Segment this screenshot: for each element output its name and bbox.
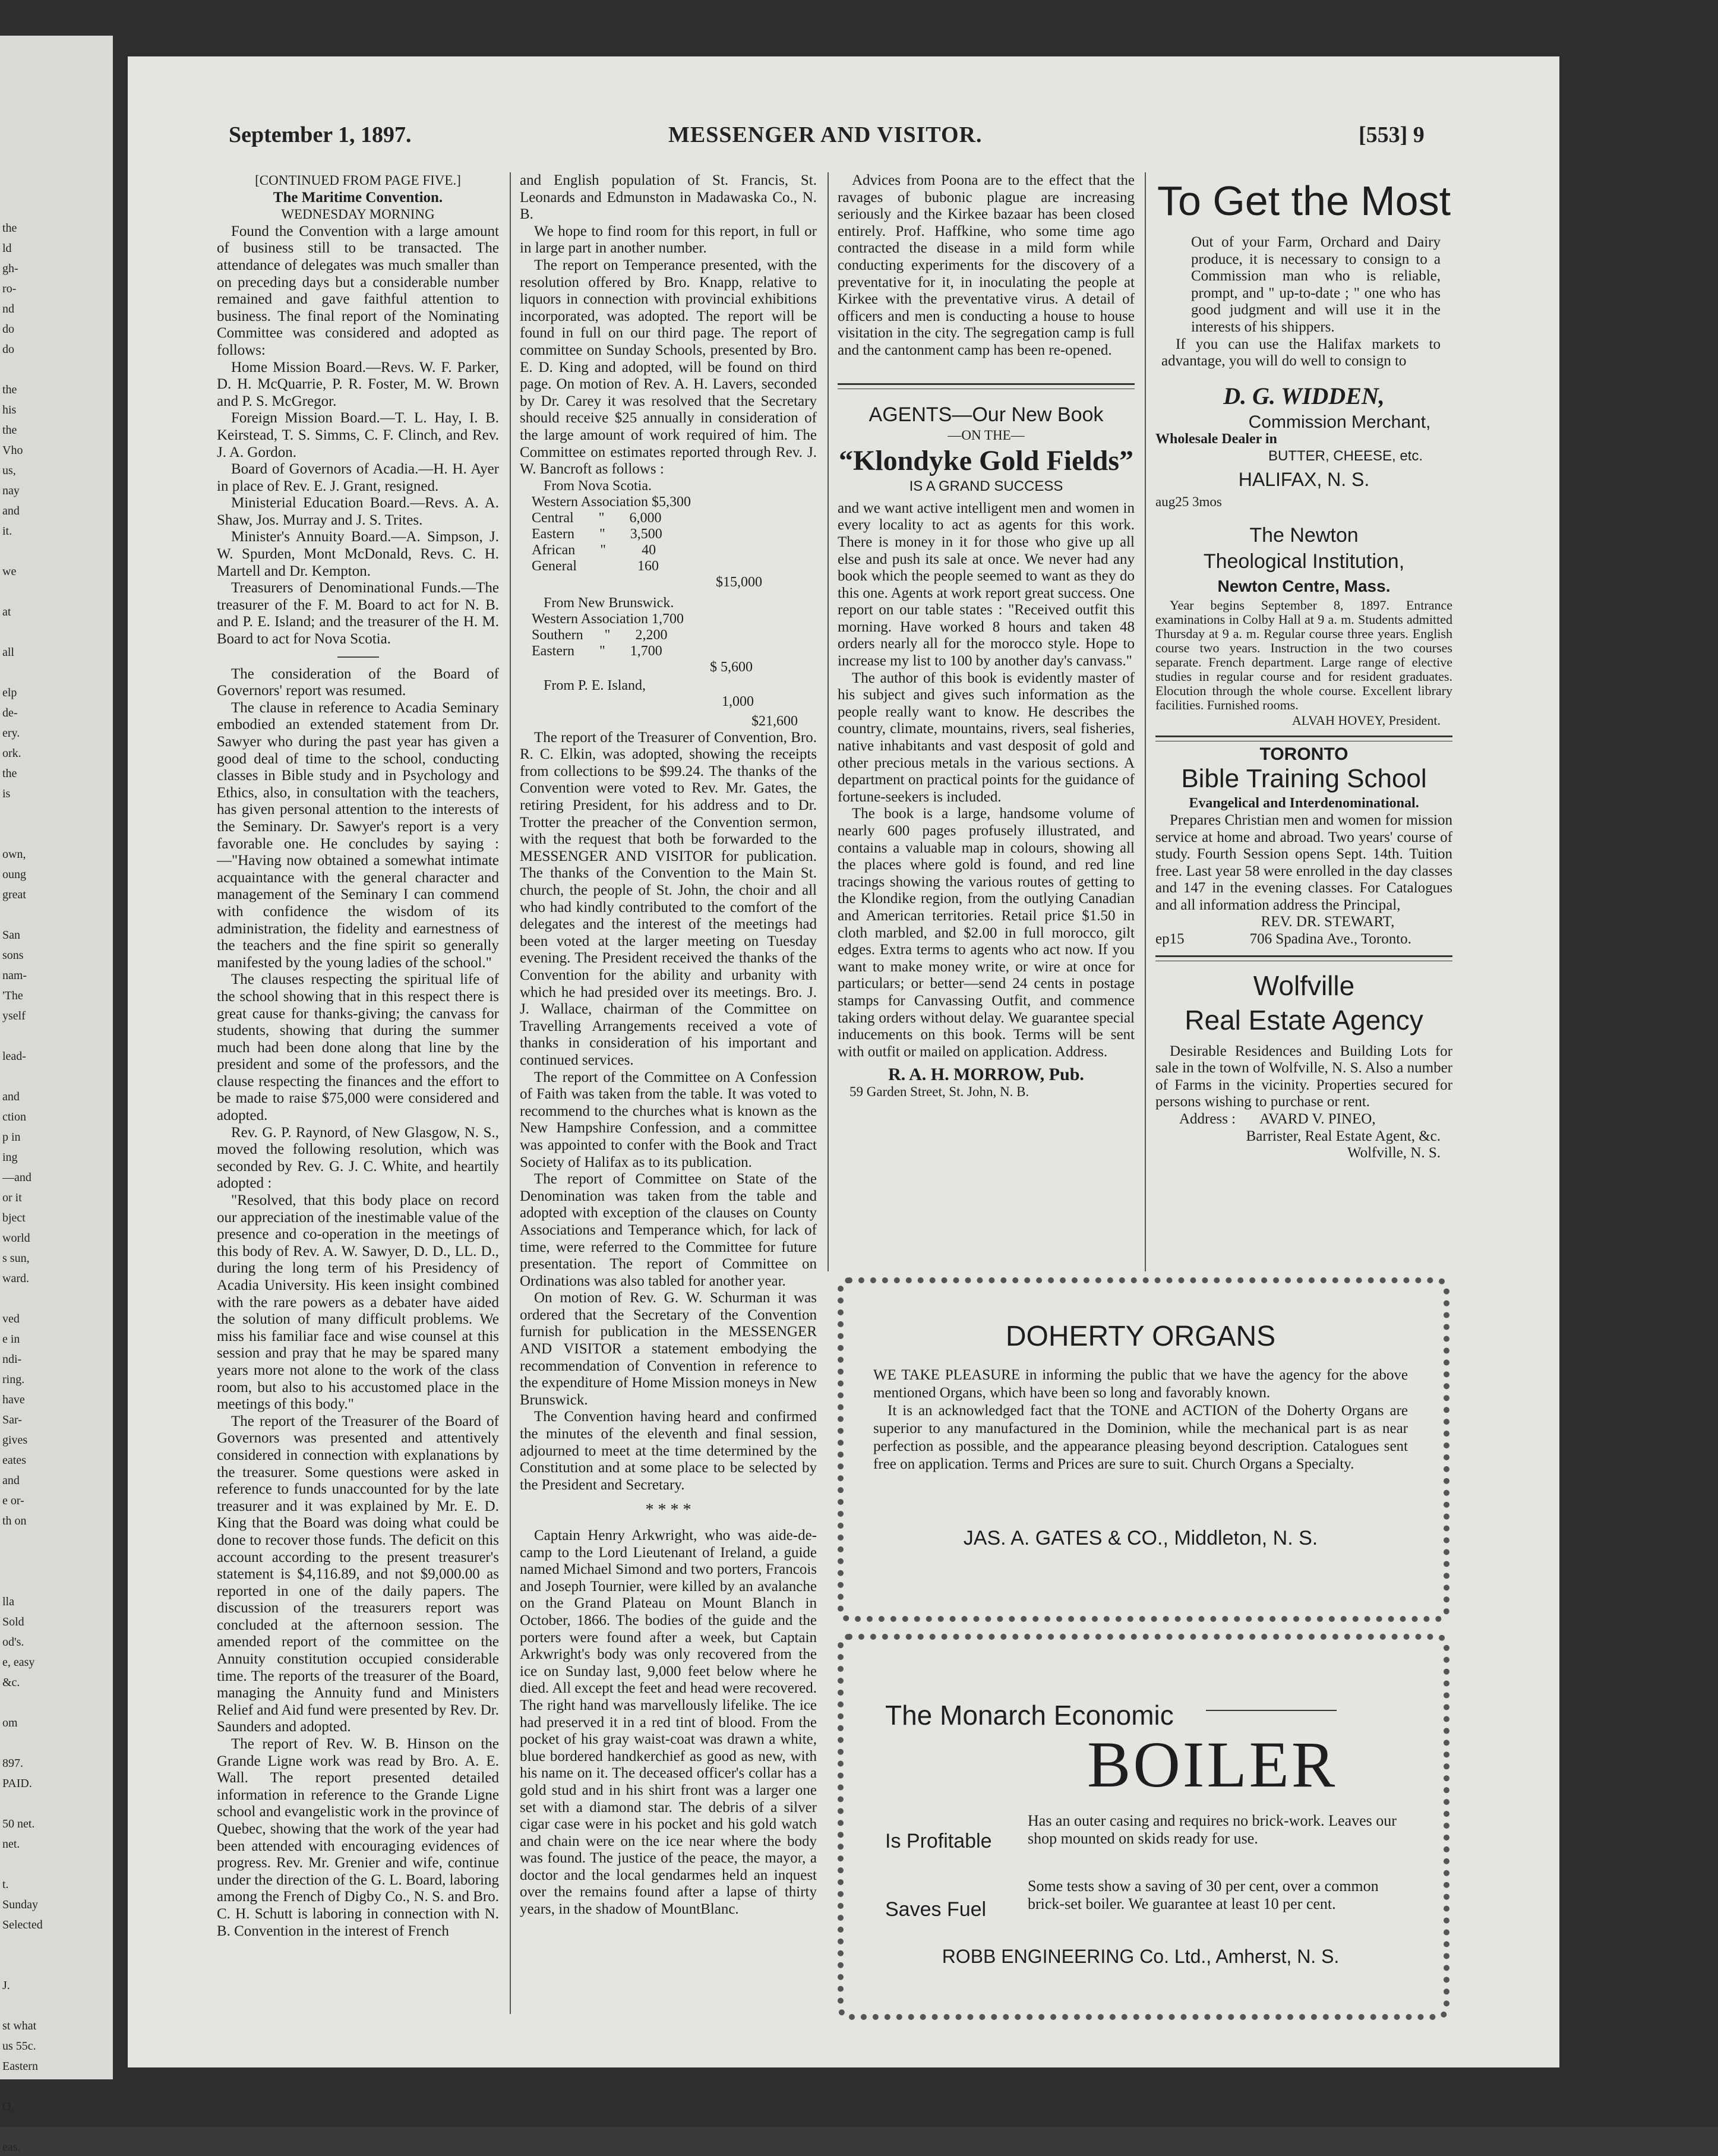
doherty-title: DOHERTY ORGANS xyxy=(1005,1321,1276,1352)
previous-page-fragment: eas. xyxy=(2,2141,21,2154)
estimates-label: From New Brunswick. xyxy=(544,595,674,611)
bts-address: 706 Spadina Ave., Toronto. xyxy=(1249,931,1411,948)
previous-page-fragment: elp xyxy=(2,686,17,699)
boiler-line-2: BOILER xyxy=(1087,1728,1338,1801)
column-rule xyxy=(828,172,829,1271)
previous-page-fragment: it. xyxy=(2,525,12,538)
column-3 xyxy=(838,172,1135,1277)
estimates-grand-total: $21,600 xyxy=(751,713,798,729)
paragraph: and English population of St. Francis, St. Leonards and Edmunston in Madawaska Co., N. B. xyxy=(520,172,817,223)
wolfville-title: Real Estate Agency xyxy=(1185,1004,1423,1036)
wolfville-title: Wolfville xyxy=(1253,970,1355,1001)
paragraph: The report of the Treasurer of the Board of Governors was presented and attentively considered in connection with explanations by the treasurer. Some questions were asked in reference to funds unaccounted for by the late treasurer and it was explained by Mr. E. D. King that the Board was doing what could be done to recover those funds. The deficit on this account according to the present treasurer's statement is $4,116.89, and not $9,000.00 as reported in one of the daily papers. The discussion of the treasurers report was concluded at the afternoon session. The amended report of the committee on the Annuity constitution occupied considerable time. The reports of the treasurer of the Board, managing the Annuity fund and Ministers Relief and Aid fund were presented by Rev. Dr. Saunders and adopted. xyxy=(217,1413,499,1735)
article-heading: The Maritime Convention. xyxy=(273,189,443,206)
previous-page-fragment: ld xyxy=(2,242,12,255)
column-1 xyxy=(217,172,499,2044)
newton-president: ALVAH HOVEY, President. xyxy=(1291,713,1441,728)
bts-title: Bible Training School xyxy=(1181,764,1427,794)
wolfville-agent: AVARD V. PINEO, xyxy=(1259,1111,1376,1128)
previous-page-fragment: 50 net. xyxy=(2,1817,35,1830)
previous-page-fragment: us, xyxy=(2,464,16,477)
previous-page-fragment: or it xyxy=(2,1191,22,1204)
paragraph: It is an acknowledged fact that the TONE and ACTION of the Doherty Organs are superior to any manufactured in the Dominion, while the mechanical part is as near perfection as possible, and the appearance pleasing beyond description. Catalogues sent free on application. Terms and Prices are sure to suit. Church Organs a Specialty. xyxy=(873,1403,1408,1472)
paragraph: Foreign Mission Board.—T. L. Hay, I. B. Keirstead, T. S. Simms, C. F. Clinch, and Rev. J. A. Gordon. xyxy=(217,410,499,460)
previous-page-fragment: t. xyxy=(2,1878,9,1891)
paragraph: The report of the Committee on A Confession of Faith was taken from the table. It was voted to recommend to the churches what is known as the New Hampshire Confession, and a committee was appointed to confer with the Book and Tract Society of Halifax as to its publication. xyxy=(520,1069,817,1170)
estimates-table xyxy=(520,478,817,730)
divider xyxy=(1155,955,1452,961)
bts-city: TORONTO xyxy=(1259,744,1348,764)
estimates-total: 1,000 xyxy=(722,693,754,709)
header-title: MESSENGER AND VISITOR. xyxy=(668,122,983,147)
paragraph: Home Mission Board.—Revs. W. F. Parker, D. H. McQuarrie, P. R. Foster, M. W. Brown and P. S. McGregor. xyxy=(217,359,499,409)
previous-page-fragment: O, xyxy=(2,2100,14,2113)
paragraph: The report of the Treasurer of Convention, Bro. R. C. Elkin, was adopted, showing the receipts from collections to be $99.24. The thanks of the Convention were voted to Rev. Mr. Gates, the retiring President, for his address and to Dr. Trotter the preacher of the Convention sermon, with the request that both be forwarded to the MESSENGER AND VISITOR for publication. The thanks of the Convention to the Main St. church, the people of St. John, the choir and all who had kindly contributed to the comfort of the delegates and the interest of the meetings had been voted at the larger meeting on Tuesday evening. The President received the thanks of the Convention for the ability and urbanity with which he had presided over its meetings. Bro. J. J. Wallace, chairman of the Committee on Travelling Arrangements received a vote of thanks in consideration of his important and continued services. xyxy=(520,729,817,1068)
flourish xyxy=(1206,1710,1337,1711)
agents-title: AGENTS—Our New Book xyxy=(869,403,1104,426)
column-2 xyxy=(520,172,817,2044)
column-rule xyxy=(510,172,511,2014)
profitable-label: Is Profitable xyxy=(885,1830,992,1852)
article-subheading: WEDNESDAY MORNING xyxy=(281,207,435,222)
previous-page-fragment: yself xyxy=(2,1009,26,1022)
previous-page-fragment: ction xyxy=(2,1110,26,1123)
paragraph: On motion of Rev. G. W. Schurman it was ordered that the Secretary of the Convention furnish for publication in the MESSENGER AND VISITOR a statement embodying the recommendation of Convention in reference to the expenditure of Home Mission moneys in New Brunswick. xyxy=(520,1290,817,1408)
previous-page-fragment: e, easy xyxy=(2,1656,35,1669)
newton-title: Theological Institution, xyxy=(1203,550,1405,573)
previous-page-fragment: the xyxy=(2,767,17,780)
previous-page-fragment: ing xyxy=(2,1151,18,1164)
book-title: “Klondyke Gold Fields” xyxy=(838,445,1134,477)
previous-page-fragment: Sunday xyxy=(2,1898,38,1911)
bts-address-line xyxy=(1155,931,1452,948)
divider xyxy=(337,656,379,658)
previous-page-fragment: at xyxy=(2,605,11,618)
profitable-text: Has an outer casing and requires no brick-work. Leaves our shop mounted on skids ready for use. xyxy=(1028,1812,1397,1847)
previous-page-fragment: ndi- xyxy=(2,1353,22,1366)
doherty-firm: JAS. A. GATES & CO., Middleton, N. S. xyxy=(963,1527,1318,1549)
previous-page-fragment: nam- xyxy=(2,969,27,982)
previous-page-fragment: ro- xyxy=(2,282,17,295)
previous-page-fragment: eates xyxy=(2,1454,26,1467)
previous-page-fragment: is xyxy=(2,787,11,800)
previous-page-fragment: world xyxy=(2,1232,30,1245)
widden-city: HALIFAX, N. S. xyxy=(1238,468,1370,490)
previous-page-fragment: net. xyxy=(2,1838,20,1851)
previous-page-fragment: the xyxy=(2,222,17,235)
paragraph: Board of Governors of Acadia.—H. H. Ayer in place of Rev. E. J. Grant, resigned. xyxy=(217,461,499,494)
paragraph: The book is a large, handsome volume of nearly 600 pages profusely illustrated, and contains a valuable map in colours, showing all the places where gold is found, and red line tracings showing the various routes of getting to the Klondike region, from the outlying Canadian and American territories. Retail price $1.50 in cloth marbled, and $2.00 in full morocco, gilt edges. Extra terms to agents who act now. If you want to make money write, or wire at once for particulars; or better—send 24 cents in postage stamps for Canvassing Outfit, and commence taking orders without delay. We guarantee special inducements on this book. Terms will be sent with outfit or mailed on application. Address. xyxy=(838,806,1135,1060)
doherty-text xyxy=(873,1366,1408,1473)
estimates-label: From P. E. Island, xyxy=(544,677,646,693)
previous-page-fragment: th on xyxy=(2,1514,27,1527)
previous-page-fragment: oung xyxy=(2,868,26,881)
book-success: IS A GRAND SUCCESS xyxy=(909,478,1063,495)
paragraph: The report on Temperance presented, with the resolution offered by Bro. Knapp, relative to liquors in connection with provincial exhibitions incorporated, was adopted. The report will be found in full on our third page. The report of committee on Sunday Schools, presented by Bro. E. D. King and adopted, will be found on third page. On motion of Rev. A. H. Lavers, seconded by Dr. Carey it was resolved that the Secretary should receive $25 annually in consideration of the large amount of work required of him. The Committee on estimates reported through Rev. J. W. Bancroft as follows : xyxy=(520,257,817,478)
previous-page-fragment: om xyxy=(2,1716,18,1729)
divider xyxy=(1155,735,1452,741)
estimates-row: Eastern " 3,500 xyxy=(532,526,662,542)
paragraph: Treasurers of Denominational Funds.—The treasurer of the F. M. Board to act for N. B. and P. E. Island; and the treasurer of the H. M. Board to act for Nova Scotia. xyxy=(217,580,499,648)
paragraph: The clauses respecting the spiritual life of the school showing that in this respect there is great cause for thanks-giving; the canvass for students, showing that during the summer much had been done along that line by the president and some of the professors, and the clause respecting the finances and the effort to be made to raise $75,000 were considered and adopted. xyxy=(217,971,499,1124)
paragraph: We hope to find room for this report, in full or in large part in another number. xyxy=(520,223,817,257)
divider xyxy=(838,383,1135,389)
previous-page-fragment: have xyxy=(2,1393,25,1406)
section-stars: * * * * xyxy=(645,1501,691,1520)
agents-on-the: —ON THE— xyxy=(948,427,1025,443)
paragraph: The report of Committee on State of the Denomination was taken from the table and adopted with exception of the clauses on County Associations and Temperance which, for lack of time, were referred to the Committee for future presentation. The report of Committee on Ordinations was also tabled for another year. xyxy=(520,1171,817,1289)
paragraph: If you can use the Halifax markets to advantage, you will do well to consign to xyxy=(1161,336,1441,370)
paragraph: WE TAKE PLEASURE in informing the public that we have the agency for the above mentioned Organs, which have been so long and favorably known. xyxy=(873,1367,1408,1401)
wolfville-address-label: Address : xyxy=(1179,1111,1236,1128)
previous-page-fragment: bject xyxy=(2,1211,26,1224)
paragraph: Advices from Poona are to the effect that the ravages of bubonic plague are increasing seriously and the Kirkee bazaar has been closed entirely. Prof. Haffkine, who some time ago contracted the disease in a mild form while conducting experiments for the discovery of a preventative for it, in inoculating the people at Kirkee with the preventative virus. A detail of officers and men is conducting a house to house visitation in the city. The segregation camp is full and the cantonment camp has been re-opened. xyxy=(838,172,1135,358)
paragraph: Out of your Farm, Orchard and Dairy produce, it is necessary to consign to a Commission man who is reliable, prompt, and " up-to-date ; " one who has good judgment and will use it in the interests of his shippers. xyxy=(1191,234,1441,335)
wolfville-city: Wolfville, N. S. xyxy=(1347,1145,1441,1161)
previous-page-fragment: nay xyxy=(2,484,20,497)
paragraph: The Convention having heard and confirmed the minutes of the eleventh and final session, adjourned to meet at the time determined by the Constitution and at some place to be selected by the President and Secretary. xyxy=(520,1409,817,1493)
paragraph: Ministerial Education Board.—Revs. A. A. Shaw, Jos. Murray and J. S. Trites. xyxy=(217,495,499,528)
wolfville-address-line xyxy=(1155,1111,1452,1128)
page-header xyxy=(128,56,1559,146)
previous-page-fragment: sons xyxy=(2,949,24,962)
previous-page-fragment: st what xyxy=(2,2019,37,2032)
widden-goods: BUTTER, CHEESE, etc. xyxy=(1268,447,1423,464)
previous-page-fragment: own, xyxy=(2,848,26,861)
estimates-row: Eastern " 1,700 xyxy=(532,643,662,659)
previous-page-fragment: ery. xyxy=(2,727,20,740)
previous-page-fragment: de- xyxy=(2,706,18,719)
previous-page-fragment: gives xyxy=(2,1434,28,1447)
previous-page-fragment: lla xyxy=(2,1595,14,1608)
previous-page-fragment: PAID. xyxy=(2,1777,32,1790)
widden-title: Commission Merchant, xyxy=(1248,412,1431,432)
previous-page-edge xyxy=(0,36,113,2154)
previous-page-fragment: ork. xyxy=(2,747,21,760)
previous-page-fragment: San xyxy=(2,929,20,942)
column-4 xyxy=(1155,172,1452,1277)
previous-page-fragment: e or- xyxy=(2,1494,24,1507)
widden-code: aug25 3mos xyxy=(1155,494,1222,509)
boiler-firm: ROBB ENGINEERING Co. Ltd., Amherst, N. S. xyxy=(942,1946,1340,1967)
previous-page-fragment: e in xyxy=(2,1333,20,1346)
newton-place: Newton Centre, Mass. xyxy=(1217,577,1391,596)
paragraph: Year begins September 8, 1897. Entrance examinations in Colby Hall at 9 a. m. Students admitted Thursday at 9 a. m. Regular course three years. English course two years. Instruction in the two courses separate. French department. Large range of elective studies in regular course and for resident graduates. Elocution through the whole course. Excellent library facilities. Furnished rooms. xyxy=(1155,598,1452,713)
widden-dealer: Wholesale Dealer in xyxy=(1155,431,1277,447)
ad-title-most: To Get the Most xyxy=(1157,178,1451,224)
paragraph: Found the Convention with a large amount of business still to be transacted. The attendance of delegates was much smaller than on preceding days but a considerable number remained and gave faithful attention to business. The final report of the Nominating Committee was considered and adopted as follows: xyxy=(217,223,499,358)
paragraph: and we want active intelligent men and women in every locality to act as agents for this work. There is money in it for those who give up all else and push its sale at once. We never had any book which the people seemed to want as they do this one. Agents at work report great success. One report on our table states : "Received outfit this morning. Have worked 8 hours and taken 48 orders nearly all for the morocco style. Hope to increase my list to 100 by another day's canvass." xyxy=(838,500,1135,670)
header-date: September 1, 1897. xyxy=(229,122,412,147)
paragraph: Desirable Residences and Building Lots for sale in the town of Wolfville, N. S. Also a number of Farms in the vicinity. Properties secured for persons wishing to purchase or rent. xyxy=(1155,1043,1452,1110)
bts-code: ep15 xyxy=(1155,931,1185,948)
previous-page-fragment: 'The xyxy=(2,989,23,1002)
paragraph: The consideration of the Board of Governors' report was resumed. xyxy=(217,665,499,699)
column-rule xyxy=(1145,172,1146,1271)
wolfville-agent-title: Barrister, Real Estate Agent, &c. xyxy=(1246,1128,1441,1144)
paragraph: The report of Rev. W. B. Hinson on the Grande Ligne work was read by Bro. A. E. Wall. The report presented detailed information in reference to the Grande Ligne school and evangelistic work in the province of Quebec, showing that the work of the year had been attended with encouraging evidences of progress. Rev. Mr. Grenier and wife, continue under the direction of the G. L. Board, laboring among the French of Digby Co., N. S. and Bro. C. H. Schutt is laboring in connection with N. B. Convention in the interest of French xyxy=(217,1736,499,1939)
previous-page-fragment: od's. xyxy=(2,1636,24,1649)
previous-page-fragment: &c. xyxy=(2,1676,20,1689)
paragraph: The author of this book is evidently master of his subject and gives such information as the people really want to know. He describes the country, climate, mountains, rivers, seal fisheries, native inhabitants and vast desposit of gold and other precious metals in the various sections. A department on practical points for the guidance of fortune-seekers is included. xyxy=(838,670,1135,805)
previous-page-fragment: Vho xyxy=(2,444,23,457)
previous-page-fragment: Eastern xyxy=(2,2060,38,2073)
previous-page-fragment: ring. xyxy=(2,1373,25,1386)
previous-page-fragment: s sun, xyxy=(2,1252,30,1265)
newspaper-page xyxy=(128,56,1559,2067)
previous-page-fragment: Selected xyxy=(2,1918,43,1931)
paragraph: Prepares Christian men and women for mission service at home and abroad. Two years' course of study. Fourth Session opens Sept. 14th. Tuition free. Last year 58 were enrolled in the day classes and 147 in the evening classes. For Catalogues and all information address the Principal, xyxy=(1155,812,1452,913)
saves-fuel-text: Some tests show a saving of 30 per cent, over a common brick-set boiler. We guarantee at least 10 per cent. xyxy=(1028,1877,1379,1912)
estimates-row: General 160 xyxy=(532,558,659,574)
estimates-row: Southern " 2,200 xyxy=(532,627,668,643)
previous-page-fragment: do xyxy=(2,323,14,336)
previous-page-fragment: do xyxy=(2,343,14,356)
previous-page-fragment: and xyxy=(2,1090,20,1103)
paragraph: Rev. G. P. Raynord, of New Glasgow, N. S., moved the following resolution, which was seconded by Rev. G. J. C. White, and heartily adopted : xyxy=(217,1124,499,1192)
previous-page-fragment: Sar- xyxy=(2,1413,22,1426)
previous-page-fragment: great xyxy=(2,888,26,901)
previous-page-fragment: the xyxy=(2,383,17,396)
previous-page-fragment: his xyxy=(2,403,17,416)
previous-page-fragment: and xyxy=(2,504,20,517)
previous-page-fragment: nd xyxy=(2,302,14,315)
bts-subtitle: Evangelical and Interdenominational. xyxy=(1189,796,1419,812)
widden-name: D. G. WIDDEN, xyxy=(1223,382,1385,409)
previous-page-fragment: —and xyxy=(2,1171,31,1184)
previous-page-fragment: the xyxy=(2,424,17,437)
previous-page-fragment: lead- xyxy=(2,1050,26,1063)
paragraph: Captain Henry Arkwright, who was aide-de-camp to the Lord Lieutenant of Ireland, a guide named Michael Simond and two porters, Francois and Joseph Tournier, were killed by an avalanche on the Grand Plateau on Mount Blanch in October, 1866. The bodies of the guide and the porters were found after a week, but Captain Arkwright's body was only recovered from the ice on Sunday last, 9,000 feet below where he died. All except the feet and head were recovered. The right hand was marvellously lifelike. The ice had preserved it in a red tint of blood. From the pocket of his gray waist-coat was drawn a white, blue bordered handkerchief as good as new, with his name on it. The deceased officer's collar has a gold stud and in his shirt front was a larger one set with a diamond star. The debris of a silver cigar case were in his pocket and his gold watch and chain were on the ice near where the body was found. The justice of the peace, the mayor, a doctor and the local gendarmes held an inquest over the remains found after a lapse of thirty years, in the shadow of MountBlanc. xyxy=(520,1527,817,1918)
monarch-boiler-ad xyxy=(838,1634,1449,2020)
previous-page-fragment: ward. xyxy=(2,1272,29,1285)
doherty-organs-ad xyxy=(838,1277,1449,1622)
header-page-number: [553] 9 xyxy=(1359,122,1425,147)
previous-page-fragment: J. xyxy=(2,1979,10,1992)
previous-page-fragment: and xyxy=(2,1474,20,1487)
publisher-address: 59 Garden Street, St. John, N. B. xyxy=(849,1084,1029,1099)
saves-fuel-label: Saves Fuel xyxy=(885,1898,987,1921)
previous-page-fragment: Sold xyxy=(2,1615,24,1628)
estimates-total: $15,000 xyxy=(716,574,762,590)
newton-title: The Newton xyxy=(1249,524,1359,547)
previous-page-fragment: gh- xyxy=(2,262,18,275)
paragraph: "Resolved, that this body place on record our appreciation of the inestimable value of the presence and co-operation in the meetings of this body of Rev. A. W. Sawyer, D. D., LL. D., during the long term of his Presidency of Acadia University. His keen insight combined with the rare powers as a debater have aided the solution of many difficult problems. We miss his familiar face and wise counsel at this session and pray that he may be spared many years more not alone to the work of the class room, but also to his accustomed place in the meetings of this body." xyxy=(217,1192,499,1413)
previous-page-fragment: we xyxy=(2,565,17,578)
estimates-row: African " 40 xyxy=(532,542,656,558)
continued-note: [CONTINUED FROM PAGE FIVE.] xyxy=(255,173,461,188)
estimates-total: $ 5,600 xyxy=(710,659,753,675)
estimates-row: Western Association 1,700 xyxy=(532,611,684,627)
previous-page-fragment: all xyxy=(2,646,14,659)
previous-page-fragment: us 55c. xyxy=(2,2040,36,2053)
previous-page-fragment: p in xyxy=(2,1131,21,1144)
paragraph: The clause in reference to Acadia Seminary embodied an extended statement from Dr. Sawyer who during the past year has given a good deal of time to the school, conducting classes in Bible study and in Psychology and Ethics, also, in consultation with the teachers, has given personal attention to the interests of the Seminary. Dr. Sawyer's report is a very favorable one. He concludes by saying :—"Having now obtained a somewhat intimate acquaintance with the general character and management of the Seminary I can commend with confidence the wisdom of its administration, the fidelity and earnestness of the teachers and the fine spirit so generally manifested by the young ladies of the school." xyxy=(217,699,499,971)
boiler-line-1: The Monarch Economic xyxy=(885,1700,1174,1731)
estimates-row: Western Association $5,300 xyxy=(532,494,691,510)
estimates-row: Central " 6,000 xyxy=(532,510,662,526)
publisher-name: R. A. H. MORROW, Pub. xyxy=(888,1065,1084,1085)
previous-page-fragment: ved xyxy=(2,1312,20,1325)
estimates-label: From Nova Scotia. xyxy=(544,478,652,494)
paragraph: Minister's Annuity Board.—A. Simpson, J. W. Spurden, Mont McDonald, Revs. C. H. Martell and Dr. Kempton. xyxy=(217,529,499,579)
bts-principal: REV. DR. STEWART, xyxy=(1261,914,1395,930)
previous-page-fragment: 897. xyxy=(2,1757,23,1770)
